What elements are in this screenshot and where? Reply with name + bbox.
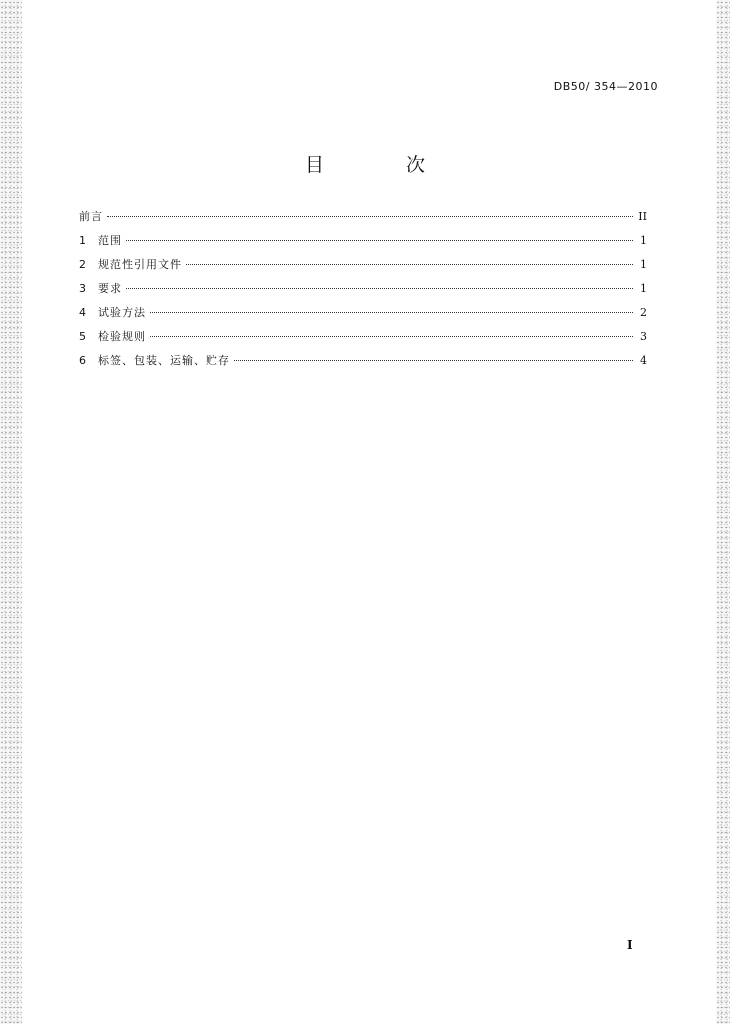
toc-dot-leader bbox=[126, 240, 633, 241]
toc-entry-number: 3 bbox=[79, 282, 86, 295]
toc-entry-page: 1 bbox=[640, 282, 647, 295]
toc-entry-label: 前言 bbox=[79, 210, 103, 223]
toc-dot-leader bbox=[126, 288, 633, 289]
toc-entry-number: 6 bbox=[79, 354, 86, 367]
toc-dot-leader bbox=[186, 264, 633, 265]
toc-entry-page: II bbox=[638, 210, 647, 223]
toc-entry-page: 3 bbox=[640, 330, 647, 343]
toc-entry-requirements[interactable] bbox=[79, 280, 647, 304]
toc-entry-foreword[interactable] bbox=[79, 208, 647, 232]
toc-list bbox=[79, 208, 647, 376]
toc-entry-label: 要求 bbox=[98, 282, 122, 295]
toc-entry-number: 1 bbox=[79, 234, 86, 247]
toc-dot-leader bbox=[150, 336, 633, 337]
toc-entry-normative-references[interactable] bbox=[79, 256, 647, 280]
toc-dot-leader bbox=[234, 360, 633, 361]
toc-entry-page: 1 bbox=[640, 258, 647, 271]
toc-entry-number: 4 bbox=[79, 306, 86, 319]
document-number: DB50/ 354—2010 bbox=[553, 80, 658, 93]
toc-entry-test-methods[interactable] bbox=[79, 304, 647, 328]
toc-entry-number: 5 bbox=[79, 330, 86, 343]
toc-entry-inspection-rules[interactable] bbox=[79, 328, 647, 352]
toc-entry-page: 2 bbox=[640, 306, 647, 319]
toc-entry-labeling-packaging[interactable] bbox=[79, 352, 647, 376]
toc-dot-leader bbox=[150, 312, 633, 313]
toc-entry-page: 1 bbox=[640, 234, 647, 247]
toc-entry-label: 检验规则 bbox=[98, 330, 146, 343]
toc-entry-label: 标签、包装、运输、贮存 bbox=[98, 354, 230, 367]
toc-entry-label: 规范性引用文件 bbox=[98, 258, 182, 271]
toc-entry-scope[interactable] bbox=[79, 232, 647, 256]
toc-title: 目 次 bbox=[304, 154, 464, 176]
toc-entry-number: 2 bbox=[79, 258, 86, 271]
toc-entry-label: 试验方法 bbox=[98, 306, 146, 319]
toc-entry-page: 4 bbox=[640, 354, 647, 367]
toc-entry-label: 范围 bbox=[98, 234, 122, 247]
page-number: I bbox=[627, 938, 633, 952]
toc-dot-leader bbox=[107, 216, 633, 217]
